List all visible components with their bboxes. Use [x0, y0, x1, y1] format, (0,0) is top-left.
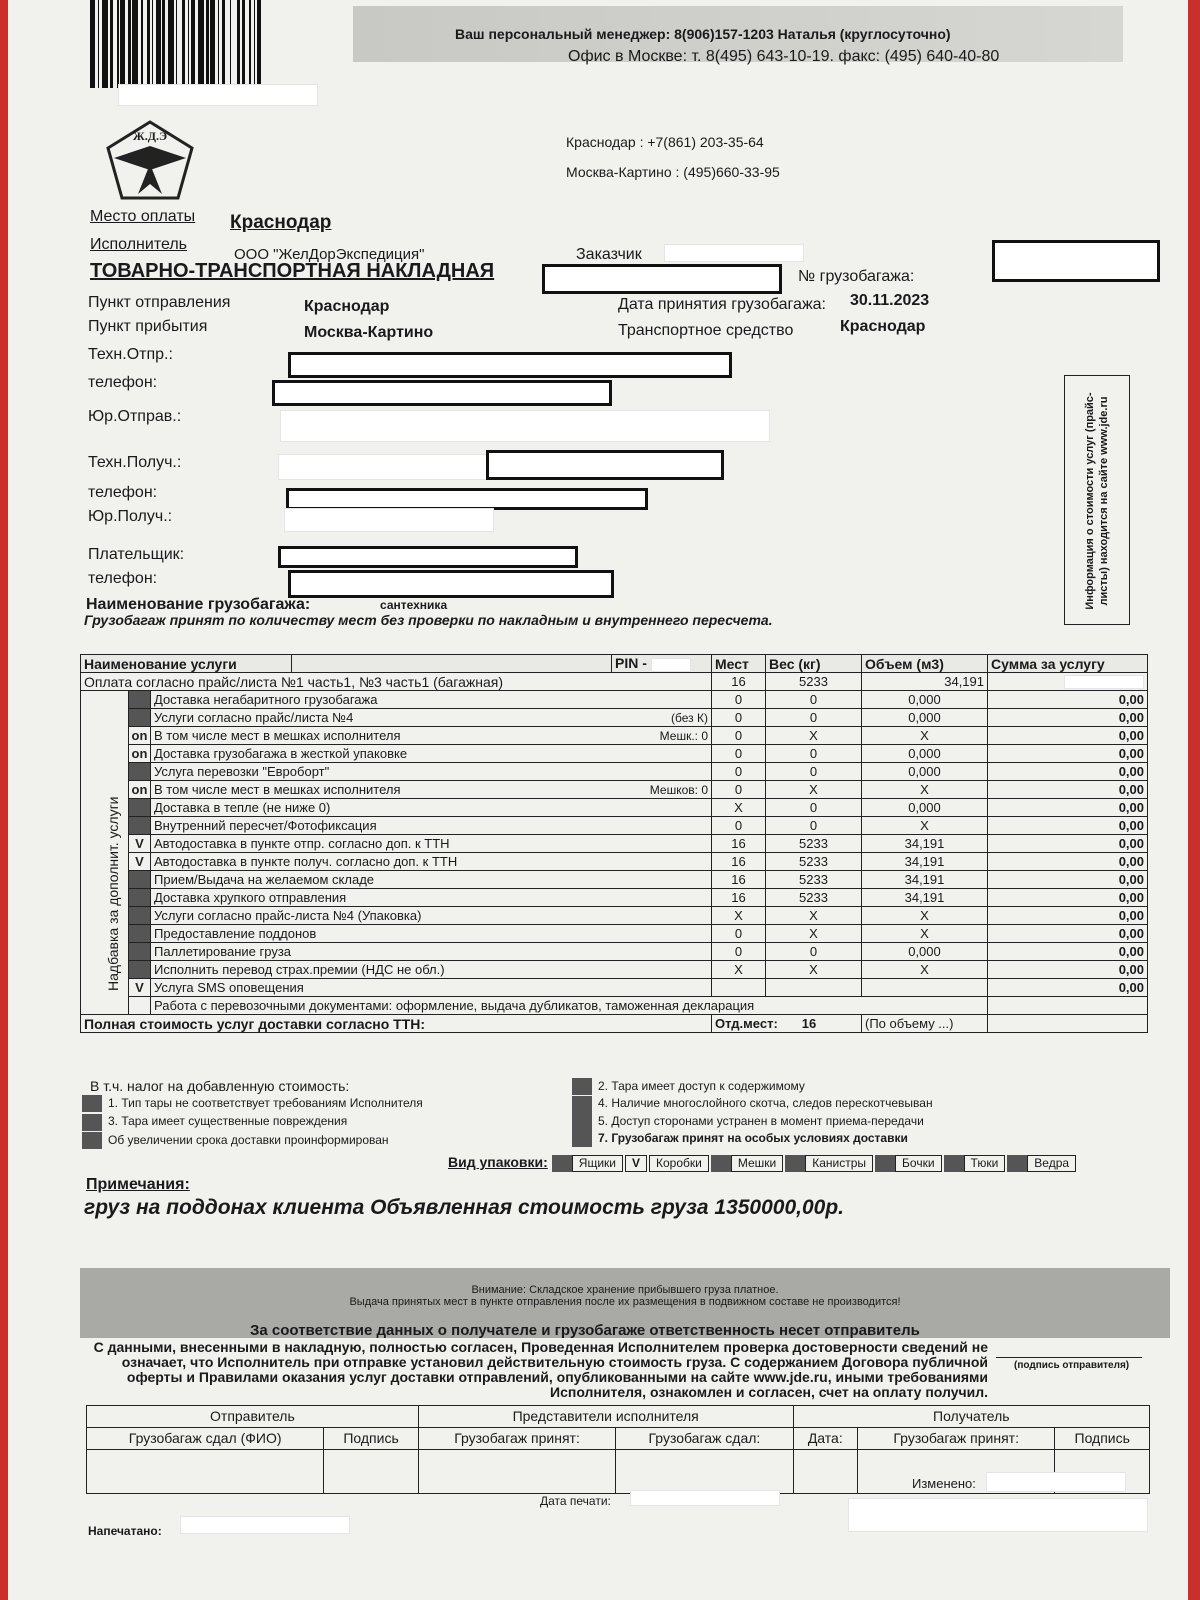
row-places: 0 [712, 745, 766, 763]
total-places-value: 16 [801, 1015, 817, 1031]
row-checkbox[interactable] [129, 709, 151, 727]
table-header-row [81, 655, 1148, 673]
executor-label: Исполнитель [90, 236, 188, 253]
arrival-label: Пункт прибытия [88, 318, 208, 335]
row-checkbox[interactable]: V [129, 853, 151, 871]
col-volume: Объем (м3) [862, 655, 988, 673]
condition-checkbox[interactable] [572, 1078, 592, 1095]
sig-accepted-2: Грузобагаж принят: [857, 1428, 1055, 1450]
packaging-checkbox[interactable] [785, 1155, 805, 1172]
row-service-cell [151, 781, 712, 799]
packaging-option: Мешки [731, 1155, 783, 1172]
jde-logo [100, 118, 200, 204]
table-row [81, 817, 1148, 835]
row-sum: 0,00 [988, 781, 1148, 799]
pay-place-value: Краснодар [230, 212, 332, 233]
row-checkbox[interactable]: on [129, 745, 151, 763]
sig-field-sign[interactable] [324, 1450, 419, 1494]
price-info-text: Информация о стоимости услуг (прайс-листы) находится на сайте www.jde.ru [1084, 392, 1110, 610]
row-service-cell [151, 745, 712, 763]
row-places: 16 [712, 871, 766, 889]
pay-place-label: Место оплаты [90, 208, 196, 225]
moscow-phone: Москва-Картино : (495)660-33-95 [566, 164, 780, 180]
sig-field-date[interactable] [793, 1450, 857, 1494]
table-row [81, 925, 1148, 943]
condition-checkbox[interactable] [572, 1096, 592, 1113]
col-places: Мест [712, 655, 766, 673]
row-sum: 0,00 [988, 817, 1148, 835]
logo-text: Ж.Д.Э [132, 129, 168, 143]
row-weight: 0 [766, 817, 862, 835]
main-row-sum [988, 673, 1148, 691]
accept-date-value: 30.11.2023 [850, 292, 930, 309]
row-places: 0 [712, 709, 766, 727]
row-volume: X [862, 925, 988, 943]
departure-label: Пункт отправления [88, 294, 231, 311]
agreement-text: С данными, внесенными в накладную, полностью согласен, Проведенная Исполнителем проверка достоверности сведений не означает, что Исполнитель при отправке установил действительную стоимость груза. С содержанием Договора публичной оферты и Правилами оказания услуг доставки отправлений, опубликованными на сайте www.jde.ru, иными требованиями Исполнителя, ознакомлен и согласен, счет на оплату получил. [93, 1339, 988, 1400]
condition-text: 3. Тара имеет существенные повреждения [108, 1114, 348, 1129]
col-pin [612, 655, 712, 673]
row-places: 0 [712, 925, 766, 943]
row-weight: X [766, 925, 862, 943]
condition-checkbox[interactable] [572, 1130, 592, 1147]
row-sum: 0,00 [988, 763, 1148, 781]
sig-field-fio[interactable] [87, 1450, 324, 1494]
main-row-name: Оплата согласно прайс/листа №1 часть1, №3 часть1 (багажная) [81, 673, 712, 691]
row-volume: X [862, 727, 988, 745]
row-checkbox[interactable] [129, 799, 151, 817]
row-weight: 0 [766, 799, 862, 817]
total-sum [988, 1015, 1148, 1033]
accept-date-label: Дата принятия грузобагажа: [618, 296, 826, 313]
row-service-name: В том числе мест в мешках исполнителя [154, 727, 401, 743]
packaging-checkbox[interactable] [1007, 1155, 1027, 1172]
row-weight: X [766, 907, 862, 925]
row-service-cell [151, 979, 712, 997]
redacted-printed [180, 1516, 350, 1534]
row-service-name: Прием/Выдача на желаемом складе [154, 871, 375, 887]
redacted-tech-receiver-b [486, 450, 724, 480]
total-by: (По объему ...) [862, 1015, 988, 1033]
condition-text: Об увеличении срока доставки проинформирован [108, 1132, 389, 1147]
cargo-number-label: № грузобагажа: [798, 268, 915, 285]
row-checkbox[interactable] [129, 943, 151, 961]
row-checkbox[interactable] [129, 925, 151, 943]
executor-value: ООО "ЖелДорЭкспедиция" [234, 246, 425, 263]
table-row [81, 727, 1148, 745]
row-sum: 0,00 [988, 979, 1148, 997]
row-service-extra: Мешк.: 0 [659, 728, 708, 743]
row-volume: 0,000 [862, 943, 988, 961]
packaging-option: Коробки [649, 1155, 709, 1172]
packaging-option: Ведра [1027, 1155, 1076, 1172]
warning-line-1: Внимание: Складское хранение прибывшего груза платное. [471, 1284, 779, 1296]
row-checkbox[interactable]: on [129, 781, 151, 799]
row-sum: 0,00 [988, 745, 1148, 763]
cargo-name-value: сантехника [380, 598, 448, 612]
row-service-name: Внутренний пересчет/Фотофиксация [154, 817, 377, 833]
condition-right-item [572, 1095, 933, 1112]
vehicle-label: Транспортное средство [618, 322, 794, 339]
table-row [81, 835, 1148, 853]
sig-field-accepted[interactable] [418, 1450, 616, 1494]
row-checkbox[interactable]: V [129, 835, 151, 853]
row-places [712, 979, 766, 997]
packaging-row [448, 1154, 1078, 1172]
row-sum: 0,00 [988, 907, 1148, 925]
notes-value: груз на поддонах клиента Объявленная стоимость груза 1350000,00р. [84, 1196, 844, 1219]
row-checkbox[interactable] [129, 763, 151, 781]
row-weight: 0 [766, 943, 862, 961]
table-row [81, 799, 1148, 817]
row-volume [862, 979, 988, 997]
redacted-tech-sender [288, 352, 732, 378]
table-row-main [81, 673, 1148, 691]
row-sum: 0,00 [988, 961, 1148, 979]
packaging-label: Вид упаковки: [448, 1154, 548, 1170]
print-date-label: Дата печати: [540, 1494, 611, 1508]
packaging-option: Тюки [964, 1155, 1006, 1172]
row-weight: 0 [766, 709, 862, 727]
warning-line-2: Выдача принятых мест в пункте отправления после их размещения в подвижном составе не производится! [349, 1296, 901, 1308]
table-row [81, 943, 1148, 961]
row-places: 0 [712, 727, 766, 745]
row-service-name: Доставка грузобагажа в жесткой упаковке [154, 745, 408, 761]
row-service-name: Паллетирование груза [154, 943, 292, 959]
payer-label: Плательщик: [88, 546, 185, 563]
customer-label: Заказчик [576, 246, 642, 263]
sig-handed: Грузобагаж сдал: [616, 1428, 793, 1450]
responsibility-note: За соответствие данных о получателе и грузобагаже ответственность несет отправитель [250, 1322, 920, 1339]
row-weight: X [766, 781, 862, 799]
row-weight: 5233 [766, 835, 862, 853]
cargo-name-label: Наименование грузобагажа: [86, 596, 311, 613]
departure-value: Краснодар [304, 298, 390, 315]
row-service-extra: (без К) [671, 710, 708, 725]
row-volume: 0,000 [862, 799, 988, 817]
condition-checkbox[interactable] [82, 1095, 102, 1112]
condition-checkbox[interactable] [572, 1113, 592, 1130]
row-volume: 0,000 [862, 709, 988, 727]
legal-receiver-label: Юр.Получ.: [88, 508, 173, 525]
row-volume: 0,000 [862, 691, 988, 709]
row-service-cell [151, 799, 712, 817]
row-sum: 0,00 [988, 691, 1148, 709]
redacted-print-date [630, 1490, 780, 1506]
condition-text: 1. Тип тары не соответствует требованиям Исполнителя [108, 1096, 423, 1110]
condition-right-item [572, 1113, 933, 1130]
sig-date: Дата: [793, 1428, 857, 1450]
row-checkbox[interactable] [129, 817, 151, 835]
row-weight: 5233 [766, 871, 862, 889]
row-service-cell [151, 871, 712, 889]
row-checkbox[interactable] [129, 889, 151, 907]
printed-label: Напечатано: [88, 1524, 162, 1538]
row-service-cell [151, 961, 712, 979]
row-service-cell [151, 853, 712, 871]
condition-left-item [82, 1112, 423, 1130]
table-row [81, 691, 1148, 709]
krasnodar-phone: Краснодар : +7(861) 203-35-64 [566, 134, 764, 150]
col-service-name: Наименование услуги [81, 655, 292, 673]
row-volume: 34,191 [862, 889, 988, 907]
sig-executors-header: Представители исполнителя [418, 1406, 793, 1428]
row-sum: 0,00 [988, 925, 1148, 943]
table-row [81, 763, 1148, 781]
sig-receiver-header: Получатель [793, 1406, 1149, 1428]
redacted-doc-number [542, 264, 782, 294]
redacted-main-sum [1064, 675, 1144, 689]
redacted-customer [664, 244, 804, 262]
row-checkbox[interactable] [129, 961, 151, 979]
row-service-name: Предоставление поддонов [154, 925, 317, 941]
row-service-cell [151, 727, 712, 745]
table-row [81, 709, 1148, 727]
row-weight: 0 [766, 763, 862, 781]
redacted-cargo-number [992, 240, 1160, 282]
row-places: 0 [712, 943, 766, 961]
condition-text: 7. Грузобагаж принят на особых условиях доставки [598, 1130, 908, 1145]
document-title: ТОВАРНО-ТРАНСПОРТНАЯ НАКЛАДНАЯ [90, 260, 495, 282]
changed-label: Изменено: [912, 1476, 976, 1491]
conditions-right [572, 1078, 933, 1147]
row-service-name: Услуги согласно прайс/листа №4 [154, 709, 354, 725]
redacted-footer-right [848, 1498, 1148, 1532]
payer-phone-label: телефон: [88, 570, 158, 587]
row-service-cell [151, 763, 712, 781]
condition-left-item [82, 1131, 423, 1149]
redacted-receiver-phone [286, 488, 648, 510]
row-places: X [712, 961, 766, 979]
price-info-box [1064, 375, 1130, 625]
condition-checkbox[interactable] [82, 1114, 102, 1131]
redacted-block [118, 84, 318, 106]
row-volume: 0,000 [862, 745, 988, 763]
sender-signature-caption: (подпись отправителя) [1014, 1360, 1130, 1371]
row-service-name: Услуга перевозки "Евроборт" [154, 763, 330, 779]
row-service-cell [151, 709, 712, 727]
row-sum: 0,00 [988, 727, 1148, 745]
sender-signature-line[interactable] [996, 1342, 1142, 1358]
sig-signature: Подпись [324, 1428, 419, 1450]
col-service-name-ext [292, 655, 612, 673]
row-service-cell [151, 907, 712, 925]
manager-line: Ваш персональный менеджер: 8(906)157-1203 Наталья (круглосуточно) [455, 26, 951, 42]
row-service-name: Исполнить перевод страх.премии (НДС не обл.) [154, 961, 445, 977]
row-service-cell [151, 943, 712, 961]
row-places: 16 [712, 889, 766, 907]
row-places: 0 [712, 691, 766, 709]
row-service-name: В том числе мест в мешках исполнителя [154, 781, 401, 797]
row-checkbox[interactable] [129, 691, 151, 709]
row-weight: X [766, 961, 862, 979]
table-row [81, 907, 1148, 925]
redacted-changed [986, 1472, 1126, 1492]
row-sum: 0,00 [988, 943, 1148, 961]
row-service-name: Автодоставка в пункте получ. согласно доп. к ТТН [154, 853, 458, 869]
total-label: Полная стоимость услуг доставки согласно ТТН: [81, 1015, 712, 1033]
row-places: X [712, 907, 766, 925]
condition-right-item [572, 1078, 933, 1095]
row-sum: 0,00 [988, 799, 1148, 817]
main-row-volume: 34,191 [862, 673, 988, 691]
total-places-label: Отд.мест: [715, 1015, 778, 1031]
row-volume: 34,191 [862, 835, 988, 853]
packaging-option: Ящики [572, 1155, 623, 1172]
row-volume: 0,000 [862, 763, 988, 781]
condition-text: 2. Тара имеет доступ к содержимому [598, 1079, 805, 1093]
row-service-cell [151, 691, 712, 709]
row-volume: X [862, 961, 988, 979]
notes-label: Примечания: [86, 1176, 190, 1193]
row-service-name: Автодоставка в пункте отпр. согласно доп. к ТТН [154, 835, 450, 851]
row-weight: 0 [766, 691, 862, 709]
accept-note: Грузобагаж принят по количеству мест без проверки по накладным и внутреннего пересчета. [84, 612, 773, 628]
redacted-legal-receiver [284, 508, 494, 532]
arrival-value: Москва-Картино [304, 324, 434, 341]
vat-label: В т.ч. налог на добавленную стоимость: [90, 1078, 350, 1094]
tech-receiver-label: Техн.Получ.: [88, 454, 182, 471]
table-row [81, 745, 1148, 763]
row-service-cell [151, 835, 712, 853]
row-checkbox[interactable]: on [129, 727, 151, 745]
packaging-checkbox[interactable] [944, 1155, 964, 1172]
redacted-payer [278, 546, 578, 568]
row-sum: 0,00 [988, 835, 1148, 853]
condition-text: 4. Наличие многослойного скотча, следов перескотчевыван [598, 1096, 933, 1111]
col-sum: Сумма за услугу [988, 655, 1148, 673]
redacted-legal-sender [280, 410, 770, 442]
condition-left-item [82, 1094, 423, 1112]
conditions-left [82, 1094, 423, 1149]
row-volume: X [862, 781, 988, 799]
vehicle-value: Краснодар [840, 318, 926, 335]
row-checkbox[interactable] [129, 907, 151, 925]
table-row [81, 979, 1148, 997]
row-sum: 0,00 [988, 709, 1148, 727]
row-weight: 5233 [766, 889, 862, 907]
row-sum: 0,00 [988, 889, 1148, 907]
packaging-checkbox[interactable] [875, 1155, 895, 1172]
table-row-docs [81, 997, 1148, 1015]
condition-text: 5. Доступ сторонами устранен в момент приема-передачи [598, 1113, 924, 1128]
row-checkbox[interactable] [129, 871, 151, 889]
tech-sender-label: Техн.Отпр.: [88, 346, 173, 363]
table-row [81, 781, 1148, 799]
redacted-tech-receiver-a [278, 454, 488, 480]
waybill-paper [8, 0, 1188, 1600]
packaging-checkbox[interactable] [711, 1155, 731, 1172]
services-table [80, 654, 1148, 1033]
table-row [81, 871, 1148, 889]
main-row-places: 16 [712, 673, 766, 691]
total-places [712, 1015, 862, 1033]
row-volume: X [862, 907, 988, 925]
condition-checkbox[interactable] [82, 1132, 102, 1149]
table-row [81, 961, 1148, 979]
row-places: 16 [712, 853, 766, 871]
row-service-name: Доставка негабаритного грузобагажа [154, 691, 378, 707]
legal-sender-label: Юр.Отправ.: [88, 408, 182, 425]
row-weight: 5233 [766, 853, 862, 871]
row-weight: 0 [766, 745, 862, 763]
row-weight [766, 979, 862, 997]
row-weight: X [766, 727, 862, 745]
sig-handed-fio: Грузобагаж сдал (ФИО) [87, 1428, 324, 1450]
row-volume: 34,191 [862, 853, 988, 871]
sig-sender-header: Отправитель [87, 1406, 419, 1428]
row-service-extra: Мешков: 0 [649, 782, 708, 797]
row-service-name: Услуги согласно прайс-листа №4 (Упаковка) [154, 907, 422, 923]
vertical-label: Надбавка за дополнит. услуги [105, 796, 121, 991]
packaging-checkbox[interactable]: V [625, 1155, 647, 1172]
condition-right-item [572, 1130, 933, 1147]
row-service-name: Доставка в тепле (не ниже 0) [154, 799, 331, 815]
receiver-phone-label: телефон: [88, 484, 158, 501]
row-service-name: Услуга SMS оповещения [154, 979, 304, 995]
row-service-cell [151, 925, 712, 943]
office-line: Офис в Москве: т. 8(495) 643-10-19. факс: (495) 640-40-80 [568, 48, 1000, 65]
redacted-sender-phone [272, 380, 612, 406]
sig-accepted: Грузобагаж принят: [418, 1428, 616, 1450]
row-service-name: Доставка хрупкого отправления [154, 889, 347, 905]
main-row-weight: 5233 [766, 673, 862, 691]
row-places: 0 [712, 781, 766, 799]
barcode [90, 0, 352, 88]
packaging-checkbox[interactable] [552, 1155, 572, 1172]
row-volume: X [862, 817, 988, 835]
col-weight: Вес (кг) [766, 655, 862, 673]
packaging-option: Бочки [895, 1155, 942, 1172]
row-sum: 0,00 [988, 871, 1148, 889]
row-service-cell [151, 817, 712, 835]
vertical-label-cell [81, 691, 129, 1015]
docs-row-text: Работа с перевозочными документами: оформление, выдача дубликатов, таможенная декларация [151, 997, 988, 1015]
sender-phone-label: телефон: [88, 374, 158, 391]
row-sum: 0,00 [988, 853, 1148, 871]
row-places: 0 [712, 817, 766, 835]
packaging-option: Канистры [805, 1155, 873, 1172]
table-row [81, 889, 1148, 907]
table-row [81, 853, 1148, 871]
row-volume: 34,191 [862, 871, 988, 889]
redacted-pin [651, 658, 691, 672]
sig-field-handed[interactable] [616, 1450, 793, 1494]
pin-label: PIN - [615, 655, 647, 672]
docs-row-sum [988, 997, 1148, 1015]
sig-signature-2: Подпись [1055, 1428, 1150, 1450]
row-places: 16 [712, 835, 766, 853]
table-row-total [81, 1015, 1148, 1033]
row-checkbox[interactable]: V [129, 979, 151, 997]
row-service-cell [151, 889, 712, 907]
row-places: X [712, 799, 766, 817]
row-places: 0 [712, 763, 766, 781]
redacted-payer-phone [288, 570, 614, 598]
docs-row-checkbox[interactable] [129, 997, 151, 1015]
